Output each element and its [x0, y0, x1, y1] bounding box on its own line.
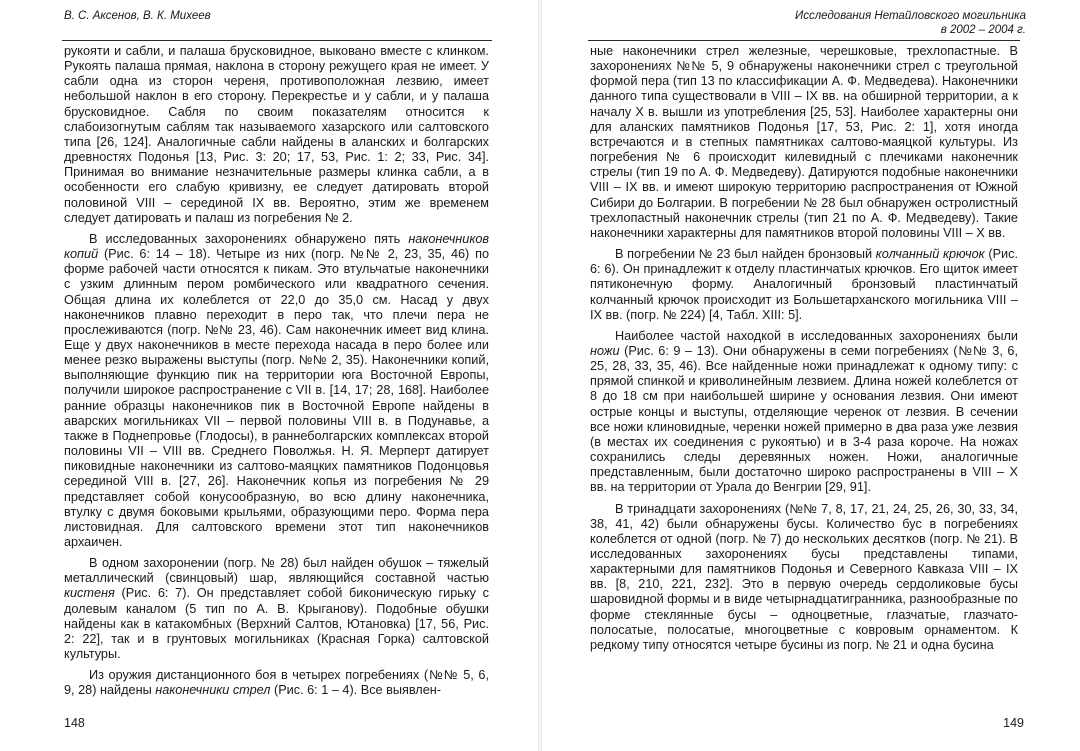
text-run: ные наконечники стрел железные, черешковые, трехлопастные. В захоронениях №№ 5, 9 обнаружены наконечники стрел с треугольной формой пера (тип 13 по классификации А. Ф. Медведева). Наконечники данного типа существовали в VIII – IX вв. на обширной территории, а к началу X в. вышли из употребления [25, 53]. Наиболее характерны они для аланских памятников Подонья [17, 53, Рис. 2: 1], хотя иногда встречаются и в степных памятниках салтово-маяцкой культуры. Из погребения № 6 происходит килевидный с плечиками наконечник стрелы (тип 19 по А. Ф. Медведеву). Датируются подобные наконечники VIII – IX вв. и имеют широкую территорию распространения от Южной Сибири до Болгарии. В погребении № 28 был обнаружен остролистный трехлопастный наконечник стрелы (тип 21 по А. Ф. Медведеву). Такие наконечники характерны для памятников второй половины VIII – X вв. [590, 44, 1018, 240]
header-rule [62, 40, 492, 41]
running-head-title-line2: в 2002 – 2004 г. [940, 24, 1026, 36]
italic-term: наконечники стрел [155, 683, 271, 698]
paragraph [590, 44, 1018, 241]
running-head-title [795, 9, 1026, 37]
paragraph [64, 668, 489, 698]
text-run: рукояти и сабли, и палаша брусковидное, выковано вместе с клинком. Рукоять палаша прямая, наклона в сторону режущего края не имеет. У сабли одна из сторон череня, противоположная лезвию, имеет небольшой наклон в его сторону. Перекрестье и у сабли, и у палаша брусковидное. Сабля по своим показателям относится к слабоизогнутым саблям так называемого хазарского или салтовского типа [26, 124]. Аналогичные сабли найдены в аланских и болгарских древностях Подонья [13, Рис. 3: 20; 17, 53, Рис. 1: 2; 33, Рис. 34]. Принимая во внимание незначительные размеры клинка сабли, а в особенности его слабую кривизну, ее следует датировать второй половиной VIII – серединой IX вв. Вероятно, этим же временем следует датировать и палаш из погребения № 2. [64, 44, 489, 225]
text-run: (Рис. 6: 9 – 13). Они обнаружены в семи погребениях (№№ 3, 6, 25, 28, 33, 35, 46). Все найденные ножи принадлежат к одному типу: с прямой спинкой и криволинейным лезвием. Длина ножей колеблется от 8 до 18 см при наибольшей ширине у основания лезвия. Они имеют острые концы и выступы, отделяющие черенок от лезвия. В сечении все ножи клиновидные, черенки ножей примерно в два раза уже лезвия (в местах их соединения с рукоятью) и в 3-4 раза короче. На ножах сохранились следы деревянных ножен. Ножи, аналогичные представленным, были достаточно широко распространены в VIII – X вв. на территории от Урала до Венгрии [29, 91]. [590, 343, 1018, 495]
text-run: (Рис. 6: 14 – 18). Четыре из них (погр. №№ 2, 23, 35, 46) по форме рабочей части относятся к пикам. Это втульчатые наконечники с узким длинным пером ромбического или квадратного сечения. Общая длина их колеблется от 22,0 до 35,0 см. Насад у двух наконечников плавно переходит в перо так, что плечи пера не прослеживаются (погр. №№ 23, 46). Сам наконечник имеет вид клина. Еще у двух наконечников в месте перехода насада в перо более или менее резко выражены выступы (погр. №№ 2, 35). Наконечники копий, выполняющие функцию пик на территории юга Восточной Европы, получили широкое распространение с VII в. [14, 17; 28, 168]. Наиболее ранние образцы наконечников пик в Восточной Европе найдены в аварских могильниках VII – первой половины VIII в. в Подунавье, а также в Поднепровье (Глодосы), в раннеболгарских комплексах второй половины VII – VIII вв. Среднего Поволжья. Н. Я. Мерперт датирует пиковидные наконечники из салтово-маяцких памятников Подонцовья серединой VIII в. [27, 26]. Наконечник копья из погребения № 29 представляет собой конусообразную, во всю длину наконечника, втулку с двумя боковыми крыльями, образующими перо. Форма пера листовидная. Для салтовского времени этот тип наконечников архаичен. [64, 247, 489, 549]
paragraph [64, 232, 489, 550]
left-body-text [64, 44, 489, 699]
header-rule [588, 40, 1020, 41]
text-run: В исследованных захоронениях обнаружено пять [89, 231, 409, 246]
page-number: 149 [1003, 716, 1024, 730]
right-body-text [590, 44, 1018, 653]
text-run: В тринадцати захоронениях (№№ 7, 8, 17, 21, 24, 25, 26, 30, 33, 34, 38, 41, 42) были обнаружены бусы. Количество бус в погребениях колеблется от одной (погр. № 7) до нескольких десятков (погр. № 21). В исследованных захоронениях бусы представлены типами, характерными для памятников Подонья и Северного Кавказа VIII – IX вв. [8, 210, 221, 232]. Это в первую очередь сердоликовые бусы шаровидной формы и в виде четырнадцатигранника, разнообразные по форме стеклянные бусы – одноцветные, глазчатые, глазчато-полосатые, полосатые, многоцветные с ковровым орнаментом. К редкому типу относятся четыре бусины из погр. № 21 и одна бусина [590, 501, 1018, 652]
italic-term: ножи [590, 343, 620, 358]
paragraph [590, 502, 1018, 654]
text-run: Из оружия дистанционного боя в четырех погребениях (№№ 5, 6, 9, 28) найдены [64, 668, 489, 698]
paragraph [590, 247, 1018, 323]
right-page [540, 0, 1080, 751]
italic-term: колчанный крючок [875, 247, 985, 262]
page-number: 148 [64, 716, 85, 730]
text-run: В одном захоронении (погр. № 28) был найден обушок – тяжелый металлический (свинцовый) шар, являющийся составной частью [64, 556, 489, 586]
paragraph [64, 556, 489, 662]
italic-term: кистеня [64, 586, 115, 601]
text-run: (Рис. 6: 6). Он принадлежит к отделу пластинчатых крючков. Его щиток имеет пятиконечную форму. Аналогичный бронзовый пластинчатый колчанный крючок происходит из Большетарханского могильника VIII – IX вв. (погр. № 224) [4, Табл. XIII: 5]. [590, 247, 1019, 322]
text-run: (Рис. 6: 1 – 4). Все выявлен- [270, 683, 441, 698]
text-run: Наиболее частой находкой в исследованных захоронениях были [615, 328, 1018, 343]
running-head-authors: В. С. Аксенов, В. К. Михеев [64, 10, 211, 22]
running-head-title-line1: Исследования Нетайловского могильника [794, 10, 1026, 22]
paragraph [590, 329, 1018, 496]
text-run: В погребении № 23 был найден бронзовый [615, 247, 876, 262]
italic-term: наконечников копий [64, 231, 489, 262]
paragraph [64, 44, 489, 226]
text-run: (Рис. 6: 7). Он представляет собой биконическую гирьку с долевым каналом (5 тип по А. В. Крыганову). Подобные обушки найдены как в катакомбных (Верхний Салтов, Ютановка) [17, 56, Рис. 2: 22], так и в грунтовых могильниках (Красная Горка) салтовской культуры. [64, 586, 489, 662]
